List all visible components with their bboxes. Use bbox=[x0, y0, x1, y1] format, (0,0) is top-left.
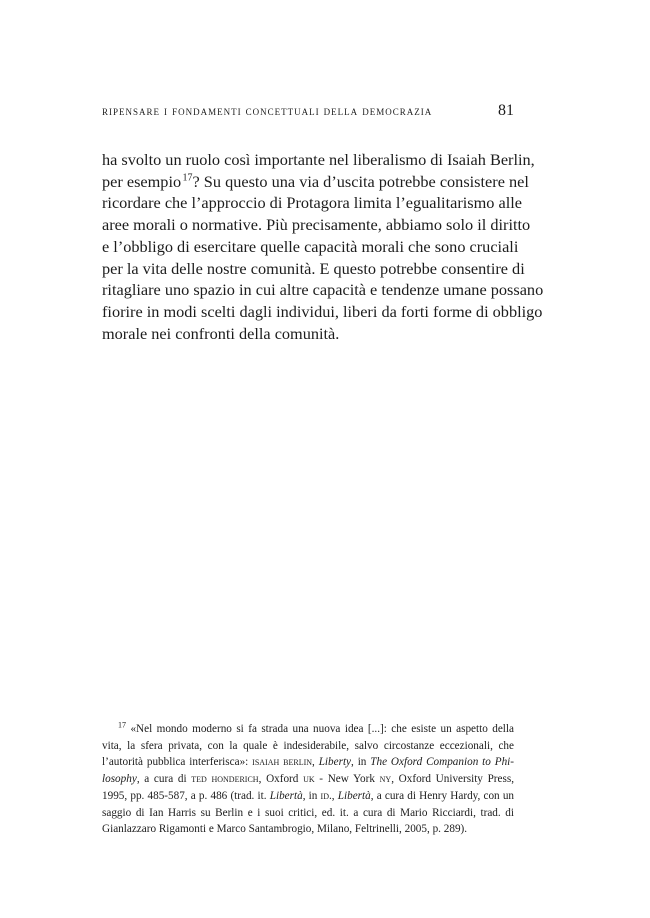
footnote-text: , a cura di Henry Hardy, con un bbox=[370, 789, 515, 802]
footnote-text: , in bbox=[351, 756, 371, 769]
footnote-line bbox=[102, 771, 514, 788]
footnote-line bbox=[102, 788, 514, 805]
footnote-text: - New York bbox=[314, 773, 380, 786]
footnote-line bbox=[102, 754, 514, 771]
footnote-text: 1995, pp. 485-587, a p. 486 (trad. it. bbox=[102, 789, 270, 802]
footnote-text: , in bbox=[302, 789, 321, 802]
footnote-line: saggio di Ian Harris su Berlin e i suoi critici, ed. it. a cura di Mario Ricciardi, trad. di bbox=[102, 806, 514, 819]
footnote-line: vita, la sfera privata, con la quale è indesiderabile, salvo circostanze eccezionali, che bbox=[102, 739, 514, 752]
ibidem-abbrev: id. bbox=[320, 789, 332, 802]
footnote-reference: 17 bbox=[182, 172, 193, 184]
place-abbrev: ny bbox=[379, 773, 392, 786]
body-line bbox=[102, 171, 529, 193]
place-abbrev: uk bbox=[303, 773, 315, 786]
book-title: The Oxford Companion to Phi- bbox=[370, 756, 514, 769]
footnote-text: , bbox=[312, 756, 319, 769]
footnote-text: , a cura di bbox=[136, 773, 192, 786]
footnote-text: , bbox=[331, 789, 338, 802]
body-line: e l’obbligo di esercitare quelle capacità morali che sono cruciali bbox=[102, 236, 519, 256]
footnote-text: «Nel mondo moderno si fa strada una nuova idea [...]: che esiste un aspetto della bbox=[130, 723, 514, 735]
body-line: ritagliare uno spazio in cui altre capacità e tendenze umane possano bbox=[102, 280, 544, 300]
body-line: ricordare che l’approccio di Protagora limita l’egualitarismo alle bbox=[102, 193, 522, 213]
book-title: losophy bbox=[102, 773, 137, 786]
body-paragraph bbox=[102, 149, 544, 344]
footnote-text: l’autorità pubblica interferisca»: bbox=[102, 756, 253, 769]
author-name: isaiah berlin bbox=[252, 756, 313, 769]
footnote-text: , Oxford bbox=[258, 773, 304, 786]
footnote bbox=[102, 721, 514, 838]
footnote-line: Gianlazzaro Rigamonti e Marco Santambrogio, Milano, Feltrinelli, 2005, p. 289). bbox=[102, 823, 468, 836]
work-title: Libertà bbox=[269, 789, 303, 802]
page-number: 81 bbox=[498, 102, 514, 119]
work-title: Liberty bbox=[318, 756, 352, 769]
body-line: per la vita delle nostre comunità. E questo potrebbe consentire di bbox=[102, 258, 525, 278]
body-line: aree morali o normative. Più precisamente, abbiamo solo il diritto bbox=[102, 215, 531, 235]
body-line: ha svolto un ruolo così importante nel liberalismo di Isaiah Berlin, bbox=[102, 150, 535, 169]
running-title: ripensare i fondamenti concettuali della democrazia bbox=[102, 104, 433, 118]
body-line: morale nei confronti della comunità. bbox=[102, 323, 340, 343]
body-line: fiorire in modi scelti dagli individui, liberi da forti forme di obbligo bbox=[102, 301, 543, 321]
editor-name: ted honderich bbox=[191, 773, 259, 786]
work-title: Libertà bbox=[337, 789, 371, 802]
footnote-text: , Oxford University Press, bbox=[391, 773, 514, 786]
body-line-text: per esempio bbox=[102, 171, 182, 191]
footnote-number: 17 bbox=[118, 720, 126, 730]
running-head bbox=[102, 102, 514, 124]
body-line-text: ? Su questo una via d’uscita potrebbe consistere nel bbox=[192, 171, 529, 191]
footnote-line bbox=[102, 721, 514, 738]
